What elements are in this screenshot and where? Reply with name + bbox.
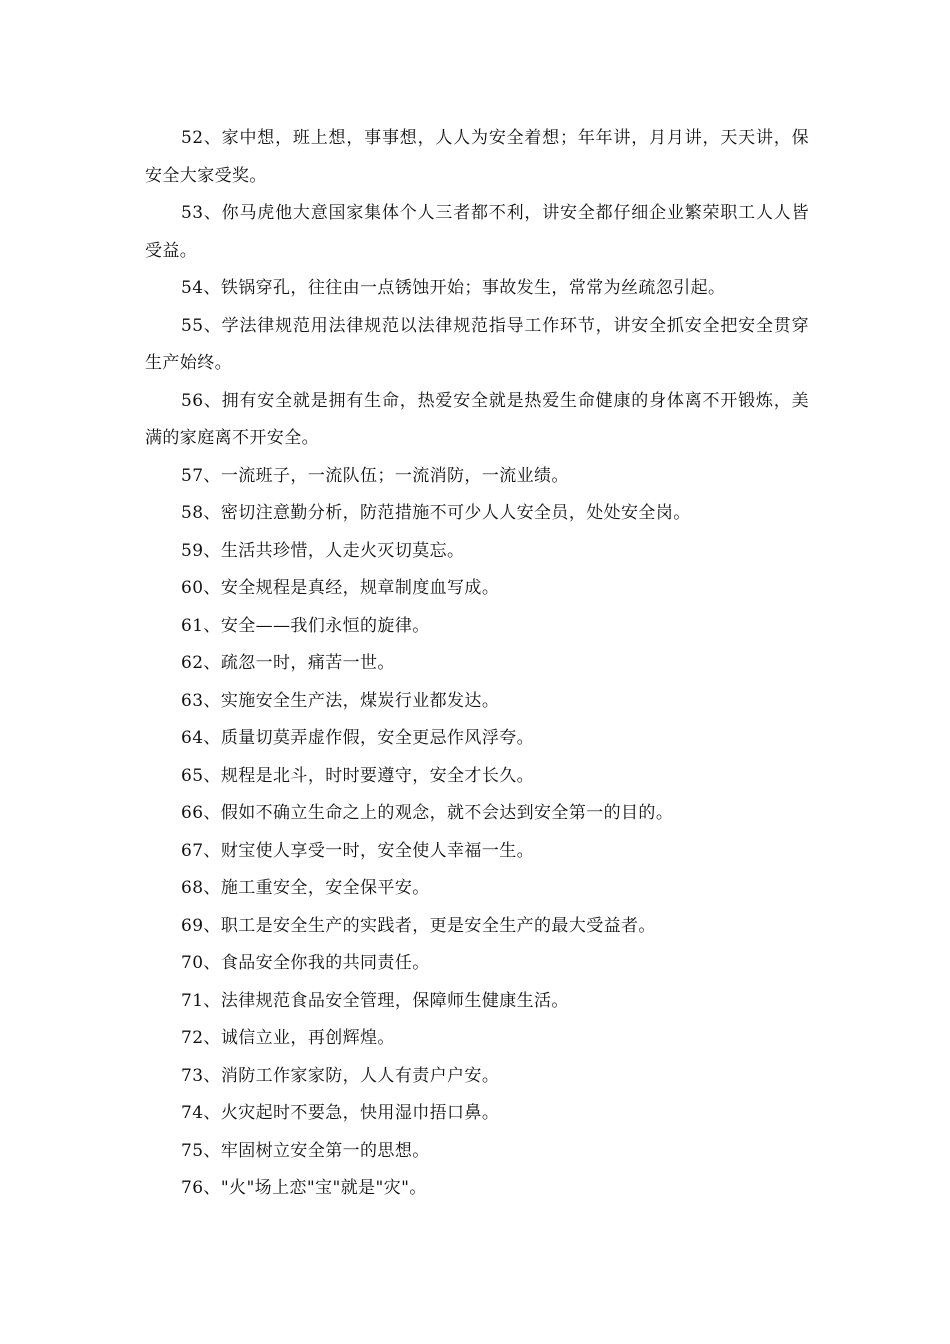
list-item: 72、诚信立业，再创辉煌。 xyxy=(181,1028,395,1048)
list-item: 67、财宝使人享受一时，安全使人幸福一生。 xyxy=(181,840,535,861)
list-item: 64、质量切莫弄虚作假，安全更忌作风浮夸。 xyxy=(181,728,535,748)
list-item: 70、食品安全你我的共同责任。 xyxy=(181,953,430,973)
list-item: 69、职工是安全生产的实践者，更是安全生产的最大受益者。 xyxy=(181,915,656,936)
list-item: 60、安全规程是真经，规章制度血写成。 xyxy=(181,578,500,598)
list-item: 56、拥有安全就是拥有生命，热爱安全就是热爱生命健康的身体离不开锻炼，美满的家庭离不开安全。 xyxy=(145,390,809,448)
list-item: 62、疏忽一时，痛苦一世。 xyxy=(181,653,395,673)
list-item: 61、安全——我们永恒的旋律。 xyxy=(181,615,430,636)
list-item: 52、家中想，班上想，事事想，人人为安全着想；年年讲，月月讲，天天讲，保安全大家受奖。 xyxy=(145,128,809,186)
list-item: 73、消防工作家家防，人人有责户户安。 xyxy=(181,1065,500,1086)
list-item: 74、火灾起时不要急，快用湿巾捂口鼻。 xyxy=(181,1103,500,1123)
list-item: 71、法律规范食品安全管理，保障师生健康生活。 xyxy=(181,990,569,1011)
list-item: 54、铁锅穿孔，往往由一点锈蚀开始；事故发生，常常为丝疏忽引起。 xyxy=(181,278,726,298)
list-item: 76、"火"场上恋"宝"就是"灾"。 xyxy=(181,1178,427,1198)
list-item: 68、施工重安全，安全保平安。 xyxy=(181,878,430,898)
list-item: 66、假如不确立生命之上的观念，就不会达到安全第一的目的。 xyxy=(181,803,674,823)
list-item: 75、牢固树立安全第一的思想。 xyxy=(181,1140,430,1161)
list-item: 53、你马虎他大意国家集体个人三者都不利，讲安全都仔细企业繁荣职工人人皆受益。 xyxy=(145,203,809,261)
slogan-list xyxy=(145,120,809,1208)
list-item: 65、规程是北斗，时时要遵守，安全才长久。 xyxy=(181,765,535,786)
list-item: 59、生活共珍惜，人走火灭切莫忘。 xyxy=(181,540,465,561)
list-item: 58、密切注意勤分析，防范措施不可少人人安全员，处处安全岗。 xyxy=(181,503,691,523)
list-item: 57、一流班子，一流队伍；一流消防，一流业绩。 xyxy=(181,465,569,486)
list-item: 55、学法律规范用法律规范以法律规范指导工作环节，讲安全抓安全把安全贯穿生产始终。 xyxy=(145,315,809,373)
list-item: 63、实施安全生产法，煤炭行业都发达。 xyxy=(181,690,500,711)
